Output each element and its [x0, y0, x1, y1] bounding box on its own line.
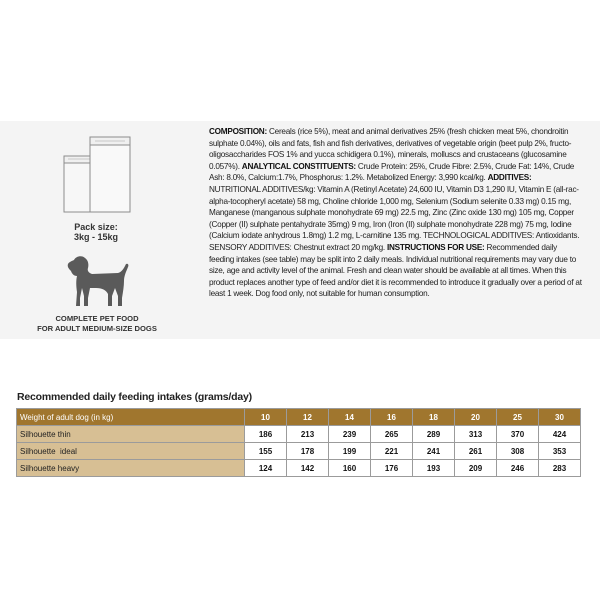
row-label-heavy: Silhouette heavy	[17, 460, 245, 477]
row-label-ideal: Silhouette ideal	[17, 443, 245, 460]
weight-12: 12	[287, 409, 329, 426]
feeding-table	[16, 408, 581, 477]
table-cell: 193	[413, 460, 455, 477]
table-cell: 176	[371, 460, 413, 477]
dog-silhouette-icon	[66, 254, 130, 308]
table-cell: 160	[329, 460, 371, 477]
table-cell: 142	[287, 460, 329, 477]
table-cell: 199	[329, 443, 371, 460]
instructions-heading: INSTRUCTIONS FOR USE:	[386, 242, 485, 252]
product-description	[20, 314, 174, 334]
table-cell: 239	[329, 426, 371, 443]
composition-body: Cereals (rice 5%), meat and animal derivatives 25% (fresh chicken meat 5%, chondroitin sulphate 0.04%), oils and fats, fish and fish derivatives, derivatives of vegetable origin (beet pulp 2%, fructo-oligosaccharides FOS 1% and yucca schidigera 0.1%), minerals, molluscs and crustaceans (glucosamine 0.057%).	[209, 127, 572, 171]
table-cell: 178	[287, 443, 329, 460]
additives-heading: ADDITIVES:	[487, 173, 532, 183]
table-cell: 265	[371, 426, 413, 443]
feeding-table-header-row	[17, 409, 581, 426]
composition-text	[209, 126, 583, 300]
composition-heading: COMPOSITION:	[209, 127, 267, 136]
pack-size-value: 3kg - 15kg	[73, 232, 119, 242]
product-line-2: FOR ADULT MEDIUM-SIZE DOGS	[37, 324, 157, 333]
table-cell: 186	[245, 426, 287, 443]
weight-20: 20	[455, 409, 497, 426]
table-cell: 213	[287, 426, 329, 443]
analytical-body: Crude Protein: 25%, Crude Fibre: 2.5%, Crude Fat: 14%, Crude Ash: 8.0%, Calcium:1.7%, Phosphorus: 1.2%. Metabolized Energy: 3,990 kcal/kg.	[209, 161, 575, 183]
table-cell: 353	[539, 443, 581, 460]
table-cell: 424	[539, 426, 581, 443]
feeding-table-title: Recommended daily feeding intakes (grams/day)	[17, 391, 252, 403]
instructions-body: Recommended daily feeding intakes (see table) may be split into 2 daily meals. Individual nutritional requirements may vary due to size, age and activity level of the animal. Fresh and clean water should be available at all times. When this product replaces another type of feed and/or diet it is recommended to introduce it gradually over a period of at least 1 week. Dog food only, not suitable for human consumption.	[209, 242, 582, 299]
row-label-thin: Silhouette thin	[17, 426, 245, 443]
weight-14: 14	[329, 409, 371, 426]
pack-size	[56, 222, 136, 242]
table-cell: 313	[455, 426, 497, 443]
table-cell: 283	[539, 460, 581, 477]
table-cell: 289	[413, 426, 455, 443]
weight-30: 30	[539, 409, 581, 426]
table-row	[17, 426, 581, 443]
additives-body: NUTRITIONAL ADDITIVES/kg: Vitamin A (Retinyl Acetate) 24,600 IU, Vitamin D3 1,290 IU, Vitamin E (all-rac-alpha-tocopheryl acetate) 58 mg, Choline chloride 1,000 mg, Selenium (Sodium selenite 0.33 mg) 0.15 mg, Manganese (manganous sulphate monohydrate 69 mg) 22.5 mg, Zinc (Zinc oxide 130 mg) 105 mg, Copper (Copper (II) sulphate pentahydrate 35mg) 9 mg, Iron (Iron (II) sulphate monohydrate 228 mg) 75 mg, Iodine (Calcium iodate anhydrous 1.8mg) 1.2 mg, L-carnitine 135 mg. TECHNOLOGICAL ADDITIVES: Antioxidants. SENSORY ADDITIVES: Chestnut extract 20 mg/kg.	[209, 184, 580, 252]
food-bags-icon	[62, 134, 132, 214]
table-cell: 241	[413, 443, 455, 460]
table-cell: 155	[245, 443, 287, 460]
table-row	[17, 460, 581, 477]
table-cell: 308	[497, 443, 539, 460]
table-cell: 246	[497, 460, 539, 477]
weight-header-label: Weight of adult dog (in kg)	[17, 409, 245, 426]
weight-25: 25	[497, 409, 539, 426]
weight-16: 16	[371, 409, 413, 426]
table-cell: 261	[455, 443, 497, 460]
table-cell: 209	[455, 460, 497, 477]
table-row	[17, 443, 581, 460]
product-line-1: COMPLETE PET FOOD	[55, 314, 139, 323]
pack-size-label: Pack size:	[74, 222, 118, 232]
table-cell: 370	[497, 426, 539, 443]
weight-18: 18	[413, 409, 455, 426]
table-cell: 124	[245, 460, 287, 477]
weight-10: 10	[245, 409, 287, 426]
table-cell: 221	[371, 443, 413, 460]
analytical-heading: ANALYTICAL CONSTITUENTS:	[241, 161, 356, 171]
